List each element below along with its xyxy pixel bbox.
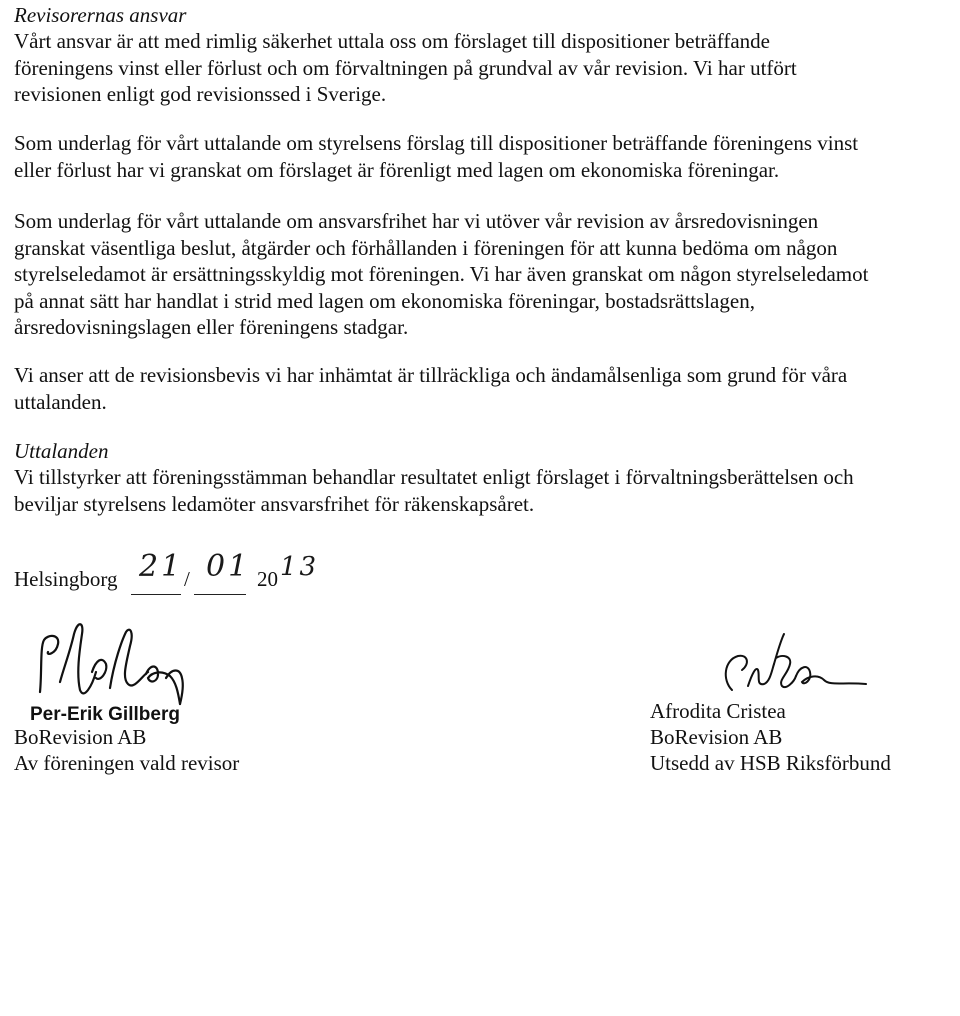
- signer-role-right: Utsedd av HSB Riksförbund: [650, 751, 891, 775]
- paragraph-line: Vi anser att de revisionsbevis vi har inhämtat är tillräckliga och ändamålsenliga som grund för våra: [14, 363, 848, 387]
- paragraph-line: Som underlag för vårt uttalande om styrelsens förslag till dispositioner beträffande föreningens vinst: [14, 131, 859, 155]
- paragraph-statements: [14, 464, 954, 517]
- paragraph-line: årsredovisningslagen eller föreningens stadgar.: [14, 315, 409, 339]
- paragraph-line: Vårt ansvar är att med rimlig säkerhet uttala oss om förslaget till dispositioner beträffande: [14, 29, 770, 53]
- section-heading-statements: Uttalanden: [14, 439, 109, 463]
- date-year-handwritten: 13: [280, 552, 320, 582]
- signer-name-right: Afrodita Cristea: [650, 699, 786, 723]
- signature-per-erik-gillberg: [30, 612, 230, 712]
- paragraph-3: [14, 208, 954, 341]
- paragraph-line: Vi tillstyrker att föreningsstämman behandlar resultatet enligt förslaget i förvaltningsberättelsen och: [14, 465, 854, 489]
- date-month-field: [194, 549, 251, 595]
- paragraph-1: [14, 28, 954, 108]
- place-date-line: [14, 549, 414, 602]
- date-day-handwritten: 21: [139, 549, 184, 584]
- date-day-field: [131, 549, 184, 595]
- date-month-handwritten: 01: [206, 549, 251, 584]
- signer-role-left: Av föreningen vald revisor: [14, 751, 240, 775]
- paragraph-line: styrelseledamot är ersättningsskyldig mot föreningen. Vi har även granskat om någon styrelseledamot: [14, 262, 869, 286]
- paragraph-line: eller förlust har vi granskat om förslaget är förenligt med lagen om ekonomiska föreningar.: [14, 157, 780, 182]
- paragraph-line: beviljar styrelsens ledamöter ansvarsfrihet för räkenskapsåret.: [14, 491, 535, 516]
- date-year-prefix: 20: [257, 567, 278, 591]
- paragraph-line: uttalanden.: [14, 389, 107, 414]
- paragraph-4: [14, 362, 954, 415]
- paragraph-line: på annat sätt har handlat i strid med lagen om ekonomiska föreningar, bostadsrättslagen,: [14, 288, 755, 313]
- section-heading-auditors-responsibility: Revisorernas ansvar: [14, 3, 187, 27]
- date-separator: /: [184, 567, 190, 591]
- place-name: Helsingborg: [14, 567, 118, 591]
- paragraph-line: revisionen enligt god revisionssed i Sverige.: [14, 82, 387, 106]
- paragraph-line: granskat väsentliga beslut, åtgärder och förhållanden i föreningen för att kunna bedöma om någon: [14, 235, 838, 260]
- signer-name-left: Per-Erik Gillberg: [30, 704, 180, 725]
- signer-firm-left: BoRevision AB: [14, 725, 147, 749]
- signer-firm-right: BoRevision AB: [650, 725, 783, 749]
- paragraph-2: [14, 130, 954, 183]
- paragraph-line: föreningens vinst eller förlust och om förvaltningen på grundval av vår revision. Vi har utfört: [14, 55, 797, 80]
- paragraph-line: Som underlag för vårt uttalande om ansvarsfrihet har vi utöver vår revision av årsredovisningen: [14, 209, 819, 233]
